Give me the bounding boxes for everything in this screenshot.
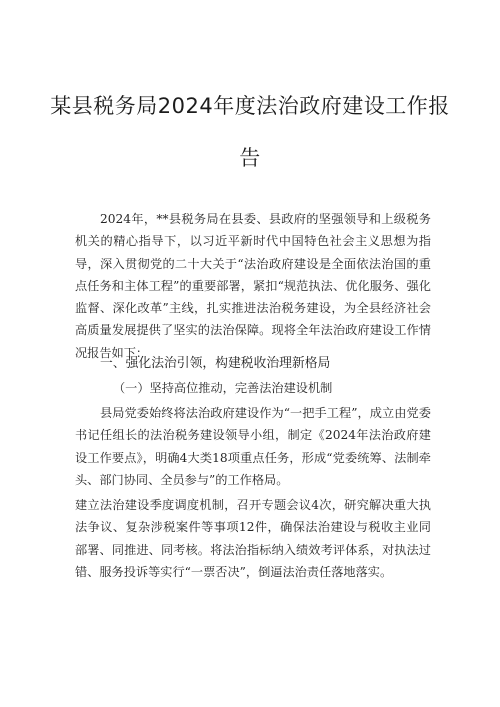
body-paragraph: 建立法治建设季度调度机制，召开专题会议4次，研究解决重大执法争议、复杂涉税案件等事项12件，确保法治建设与税收主业同部署、同推进、同考核。将法治指标纳入绩效考评体系，对执法过错、服务投诉等实行“一票否决”，倒逼法治责任落地落实。 [75,498,431,579]
section-heading: 一、强化法治引领，构建税收治理新格局 [100,356,331,371]
document-title-continuation: 告 [239,146,261,170]
intro-paragraph: 2024年，**县税务局在县委、县政府的坚强领导和上级税务机关的精心指导下，以习近平新时代中国特色社会主义思想为指导，深入贯彻党的二十大关于“法治政府建设是全面依法治国的重点任务和主体工程”的重要部署，紧扣“规范执法、优化服务、强化监督、深化改革”主线，扎实推进法治税务建设，为全县经济社会高质量发展提供了坚实的法治保障。现将全年法治政府建设工作情况报告如下： [75,212,431,360]
document-title: 某县税务局2024年度法治政府建设工作报 [50,94,450,118]
subsection-heading: （一）坚持高位推动，完善法治建设机制 [113,381,333,395]
body-paragraph: 县局党委始终将法治政府建设作为“一把手工程”，成立由党委书记任组长的法治税务建设领导小组，制定《2024年法治政府建设工作要点》，明确4大类18项重点任务，形成“党委统筹、法制牵头、部门协同、全员参与”的工作格局。 [75,406,431,487]
